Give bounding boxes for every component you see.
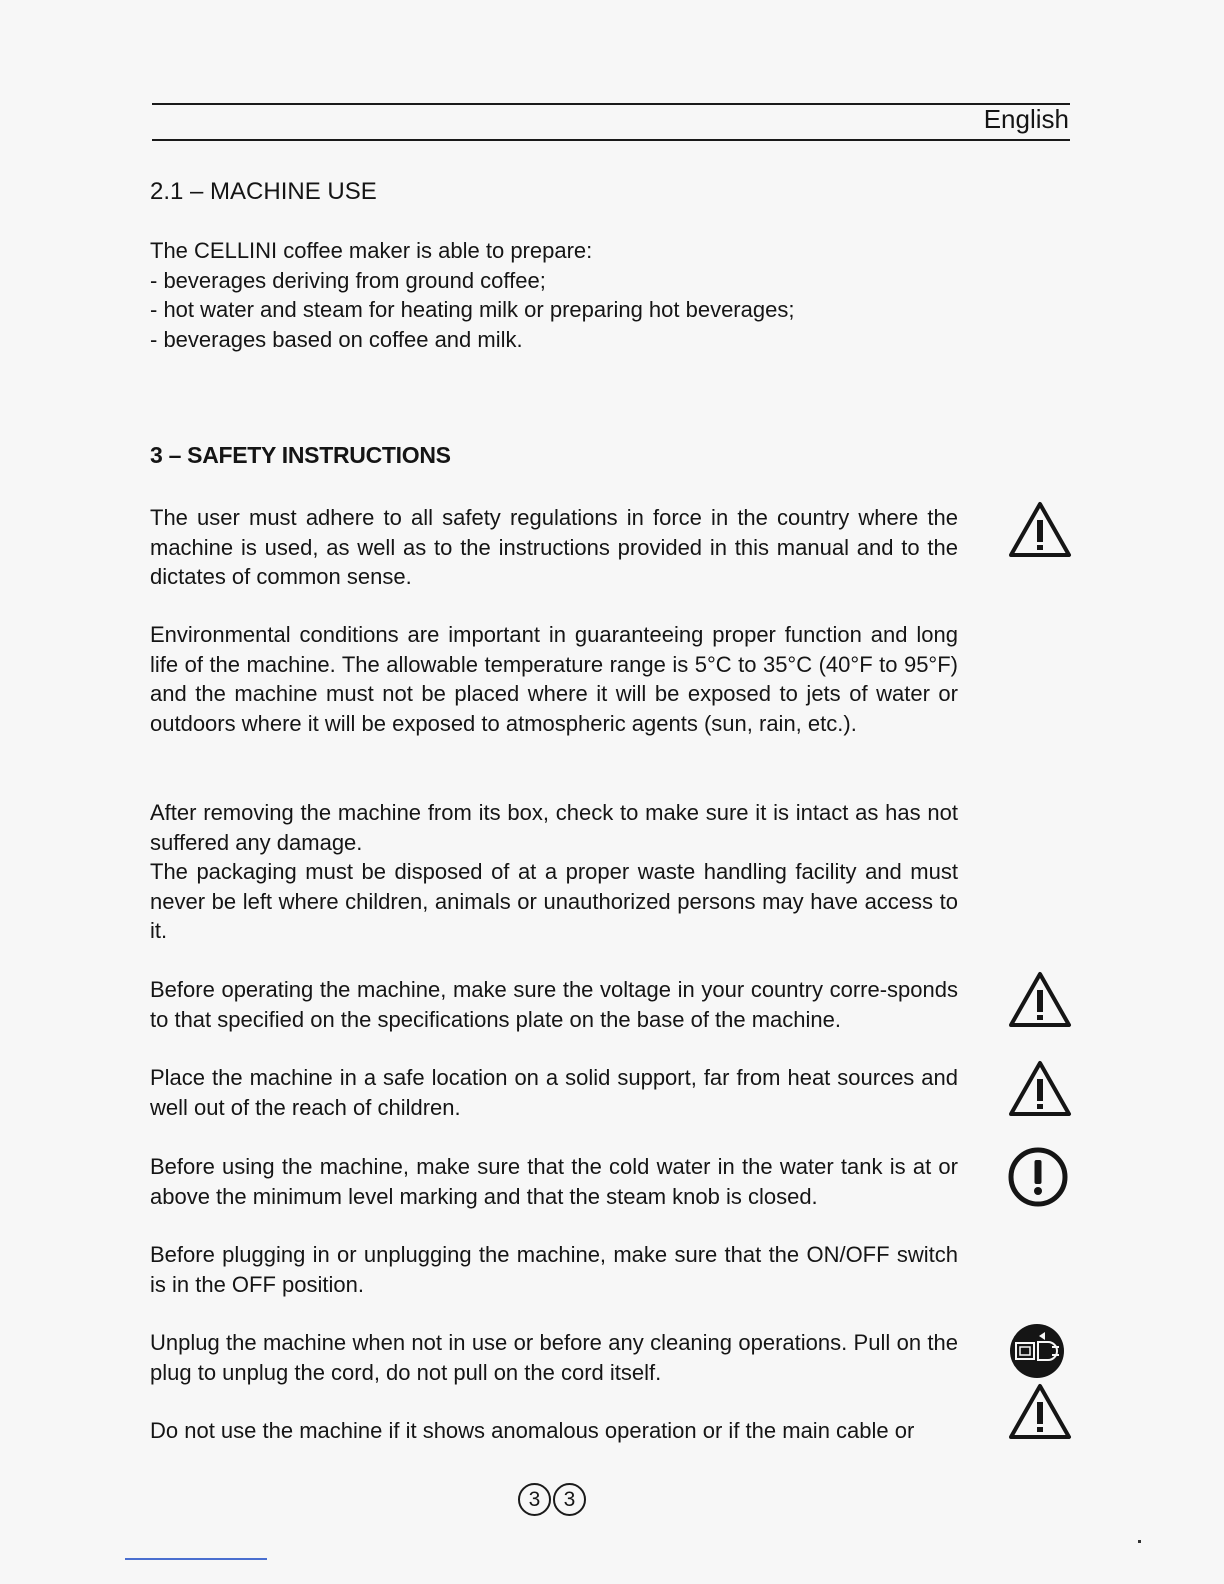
scan-artifact-dot xyxy=(1138,1540,1141,1543)
header-rule-bottom xyxy=(152,139,1070,141)
paragraph: The packaging must be disposed of at a proper waste handling facility and must never be left where children, animals or unauthorized persons may have access to it. xyxy=(150,859,958,943)
warning-triangle-icon xyxy=(1008,500,1072,558)
paragraph: Place the machine in a safe location on a solid support, far from heat sources and well out of the reach of children. xyxy=(150,1065,958,1120)
list-item: - hot water and steam for heating milk or preparing hot beverages; xyxy=(150,297,795,322)
list-item: - beverages based on coffee and milk. xyxy=(150,326,523,352)
paragraph: Do not use the machine if it shows anomalous operation or if the main cable or xyxy=(150,1418,915,1443)
page-number xyxy=(518,1483,586,1516)
section-heading-safety: 3 – SAFETY INSTRUCTIONS xyxy=(150,442,451,468)
page-digit: 3 xyxy=(553,1483,586,1516)
header-rule-top xyxy=(152,103,1070,105)
attention-circle-icon xyxy=(1007,1146,1069,1208)
page-digit: 3 xyxy=(518,1483,551,1516)
paragraph: Before plugging in or unplugging the machine, make sure that the ON/OFF switch is in the OFF position. xyxy=(150,1242,958,1297)
warning-triangle-icon xyxy=(1008,1382,1072,1440)
paragraph: After removing the machine from its box, check to make sure it is intact as has not suffered any damage. xyxy=(150,800,958,855)
machine-use-intro: The CELLINI coffee maker is able to prepare: xyxy=(150,238,593,263)
paragraph: The user must adhere to all safety regulations in force in the country where the machine is used, as well as to the instructions provided in this manual and to the dictates of common sense. xyxy=(150,505,958,589)
machine-use-list xyxy=(150,236,958,354)
paragraph: Environmental conditions are important in guaranteeing proper function and long life of the machine. The allowable temperature range is 5°C to 35°C (40°F to 95°F) and the machine must not be placed where it will be exposed to jets of water or outdoors where it will be exposed to atmospheric agents (sun, rain, etc.). xyxy=(150,622,958,736)
language-label: English xyxy=(983,104,1069,134)
scan-artifact-line xyxy=(125,1558,267,1560)
warning-triangle-icon xyxy=(1008,970,1072,1028)
list-item: - beverages deriving from ground coffee; xyxy=(150,267,546,293)
unplug-icon xyxy=(1009,1323,1065,1379)
section-heading-machine-use: 2.1 – MACHINE USE xyxy=(150,178,377,205)
paragraph: Before operating the machine, make sure the voltage in your country corre-sponds to that specified on the specifications plate on the base of the machine. xyxy=(150,977,958,1032)
warning-triangle-icon xyxy=(1008,1059,1072,1117)
paragraph: Unplug the machine when not in use or before any cleaning operations. Pull on the plug to unplug the cord, do not pull on the cord itself. xyxy=(150,1330,958,1385)
paragraph: Before using the machine, make sure that the cold water in the water tank is at or above the minimum level marking and that the steam knob is closed. xyxy=(150,1154,958,1209)
